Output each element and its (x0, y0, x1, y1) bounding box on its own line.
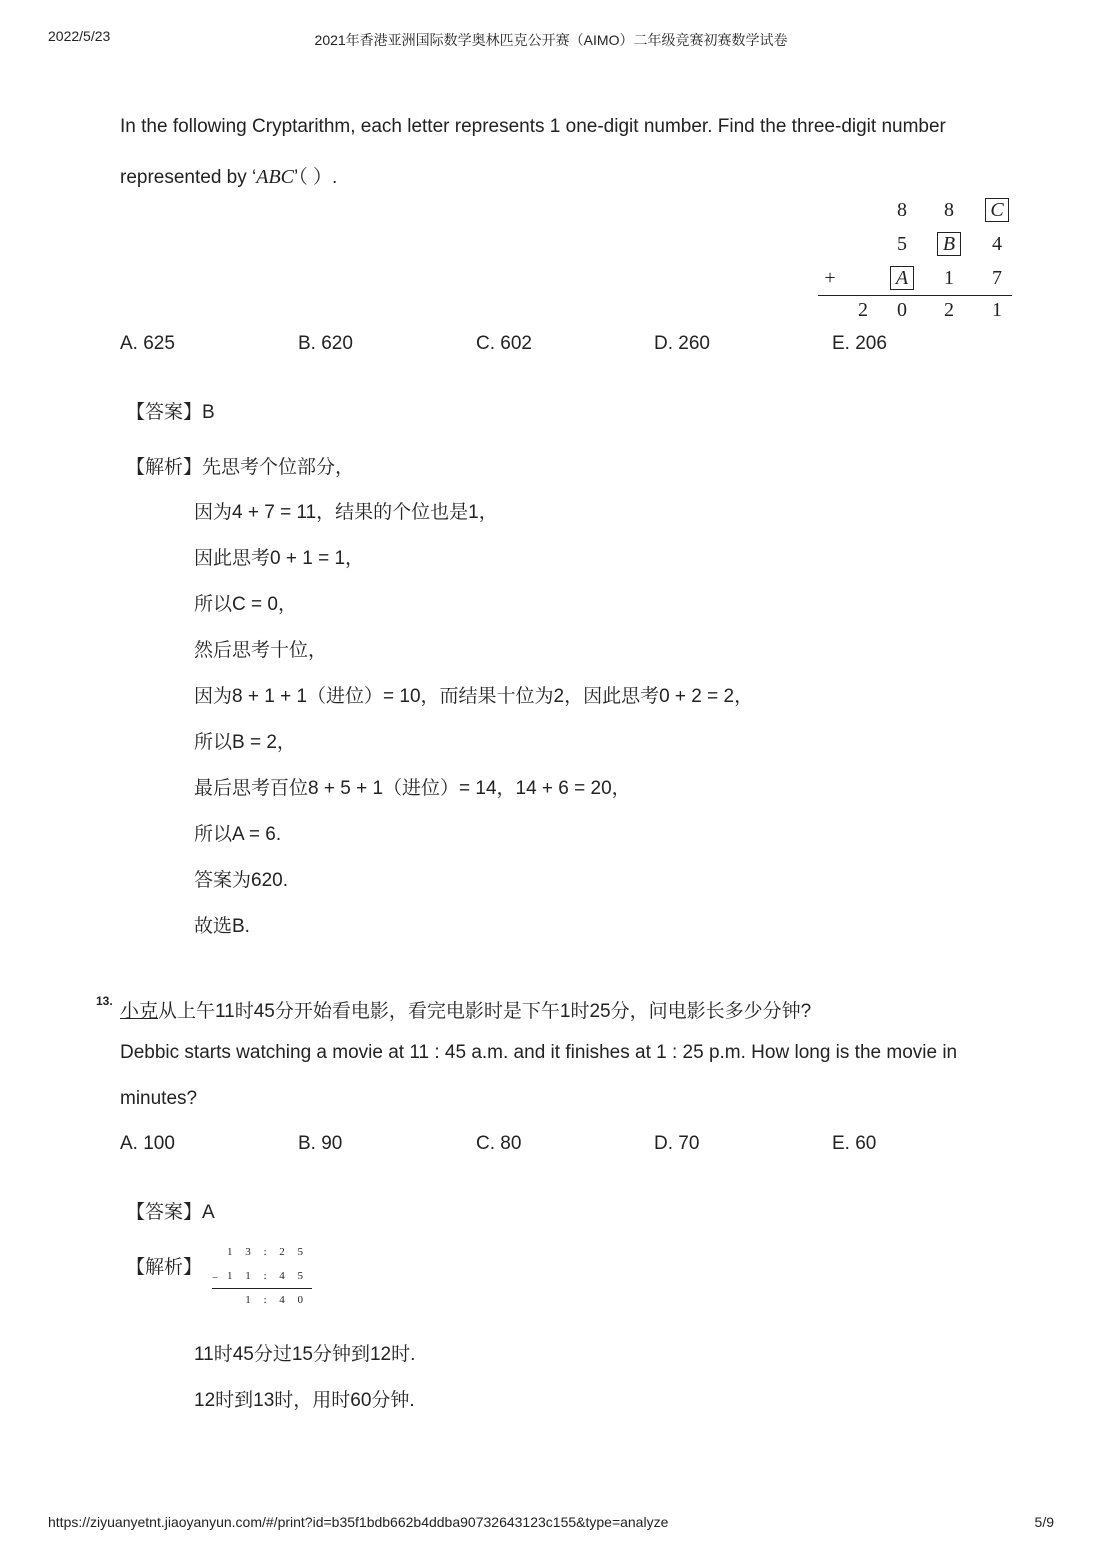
q13-stem-en-line-2: minutes? (120, 1088, 198, 1109)
q13-answer (126, 1197, 215, 1224)
q12-step-5: 因为8 + 1 + 1（进位）= 10，而结果十位为2，因此思考0 + 2 = 2， (194, 686, 754, 707)
q13-stem-en-line-1: Debbic starts watching a movie at 11 : 45 a.m. and it finishes at 1 : 25 p.m. How long is the movie in (120, 1042, 958, 1063)
q12-step-7: 最后思考百位8 + 5 + 1（进位）= 14，14 + 6 = 20， (194, 778, 631, 799)
q12-answer-label: 【答案】 (126, 402, 203, 423)
q13-answer-label: 【答案】 (126, 1202, 203, 1223)
crypt-r3-ones: 7 (992, 267, 1002, 289)
q13-name: 小克 (120, 1001, 159, 1022)
q13-analysis-label: 【解析】 (126, 1257, 203, 1278)
crypt-result-hundreds: 0 (897, 299, 907, 321)
q13-step-2: 12时到13时，用时60分钟. (194, 1390, 415, 1411)
q13-stem-cn-rest: 从上午11时45分开始看电影，看完电影时是下午1时25分，问电影长多少分钟? (158, 1001, 812, 1022)
crypt-r1-tens: 8 (944, 199, 954, 221)
q12-step-2: 因此思考0 + 1 = 1， (194, 548, 365, 569)
q13-option-b: B. 90 (298, 1133, 343, 1154)
q12-step-1: 因为4 + 7 = 11，结果的个位也是1， (194, 502, 498, 523)
crypt-r2-hundreds: 5 (897, 233, 907, 255)
q13-step-1: 11时45分过15分钟到12时. (194, 1344, 416, 1365)
time-subtraction (212, 1244, 314, 1306)
q12-analysis-intro: 先思考个位部分， (202, 457, 355, 478)
q12-step-3: 所以C = 0， (194, 594, 297, 615)
q12-stem-text-b: ’（ ）. (294, 167, 338, 188)
sub-middle-row: 1 1 : 4 5 (226, 1270, 308, 1282)
q12-step-10: 故选B. (194, 916, 250, 937)
sub-rule (212, 1288, 312, 1289)
crypt-plus-sign: + (824, 267, 836, 289)
q12-stem-variable: ABC (256, 166, 295, 188)
crypt-r1-hundreds: 8 (897, 199, 907, 221)
crypt-box-a: A (890, 266, 914, 290)
sub-top-row: 1 3 : 2 5 (226, 1246, 308, 1258)
q13-option-e: E. 60 (832, 1133, 877, 1154)
q12-answer-value: B (202, 402, 215, 423)
footer-url: https://ziyuanyetnt.jiaoyanyun.com/#/print?id=b35f1bdb662b4ddba90732643123c155&type=analyze (48, 1514, 669, 1530)
crypt-box-c: C (985, 198, 1009, 222)
crypt-r3-tens: 1 (944, 267, 954, 289)
q12-analysis-label: 【解析】 (126, 457, 203, 478)
q12-step-9: 答案为620. (194, 870, 288, 891)
crypt-r2-ones: 4 (992, 233, 1002, 255)
q12-step-8: 所以A = 6. (194, 824, 282, 845)
sub-minus-sign: − (212, 1272, 219, 1284)
crypt-box-b: B (937, 232, 961, 256)
q12-step-4: 然后思考十位， (194, 640, 328, 661)
print-date: 2022/5/23 (48, 28, 111, 44)
q12-option-a: A. 625 (120, 333, 175, 354)
q12-step-6: 所以B = 2， (194, 732, 296, 753)
q13-answer-value: A (202, 1202, 215, 1223)
q12-option-e: E. 206 (832, 333, 887, 354)
q12-option-c: C. 602 (476, 333, 532, 354)
q12-stem-line-2 (120, 162, 337, 189)
q12-stem-line-1: In the following Cryptarithm, each letter represents 1 one-digit number. Find the three-digit number (120, 116, 946, 137)
q13-option-d: D. 70 (654, 1133, 700, 1154)
q12-option-d: D. 260 (654, 333, 710, 354)
document-title: 2021年香港亚洲国际数学奥林匹克公开赛（AIMO）二年级竞赛初赛数学试卷 (314, 32, 788, 48)
crypt-sum-rule (818, 295, 1012, 296)
sub-result-row: 1 : 4 0 (245, 1294, 308, 1306)
q13-stem-cn (120, 996, 811, 1023)
crypt-result-ones: 1 (992, 299, 1002, 321)
q12-stem-text-a: represented by ‘ (120, 167, 257, 188)
q13-option-a: A. 100 (120, 1133, 175, 1154)
crypt-result-tens: 2 (944, 299, 954, 321)
q13-number: 13. (96, 994, 113, 1008)
q12-answer (126, 397, 215, 424)
q12-analysis-heading (126, 452, 354, 479)
q13-option-c: C. 80 (476, 1133, 522, 1154)
q12-option-b: B. 620 (298, 333, 353, 354)
crypt-result-thousands: 2 (858, 299, 868, 321)
page-number: 5/9 (1034, 1514, 1054, 1530)
cryptarithm (818, 196, 1012, 322)
